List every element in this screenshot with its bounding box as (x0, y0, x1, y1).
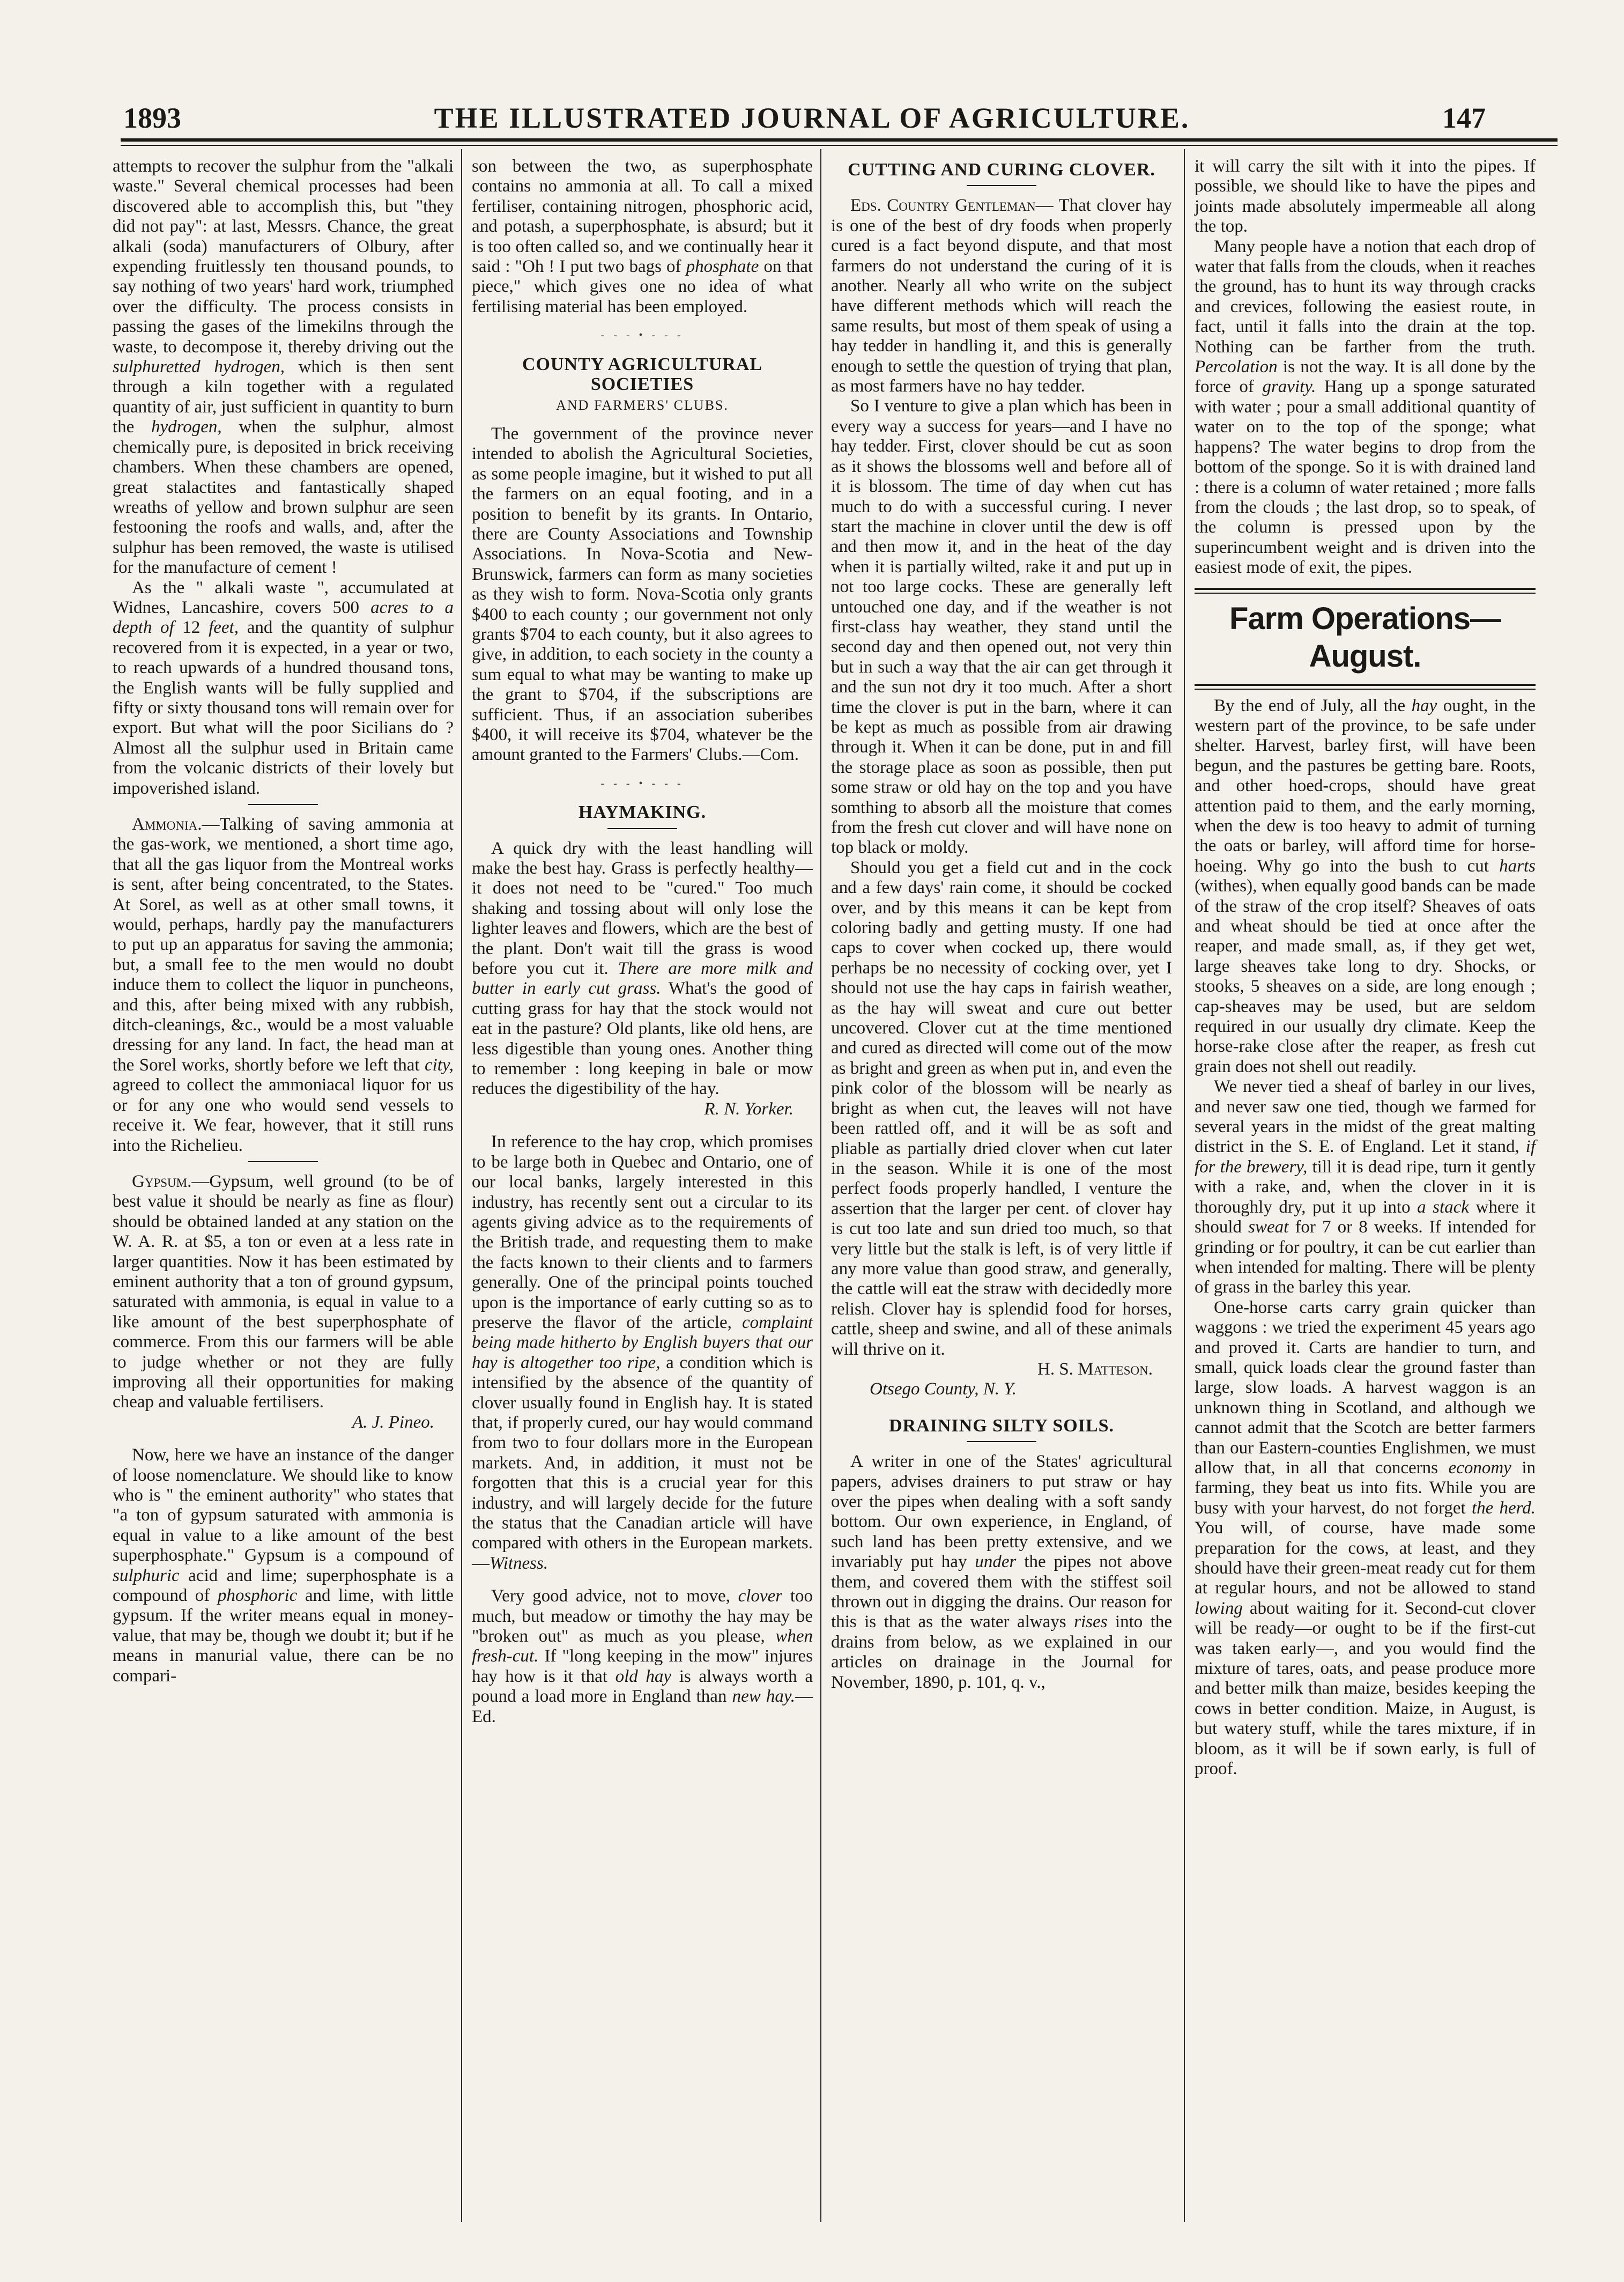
article-paragraph: Many people have a notion that each drop of water that falls from the clouds, when it reaches the ground, has to hunt its way through cracks and crevices, following the easiest route, in fact, until it falls into the drain at the top. Nothing can be farther from the truth. Percolation is not the way. It is all done by the force of gravity. Hang up a sponge saturated with water ; pour a small additional quantity of water on to the top of the sponge; what happens? The water begins to drop from the bottom of the sponge. So it is with drained land : there is a column of water retained ; more falls from the clouds ; the last drop, so to speak, of the column is pressed upon by the superincumbent weight and is driven into the easiest mode of exit, the pipes. (1195, 237, 1536, 578)
article-paragraph: So I venture to give a plan which has been in every way a success for years—and I have no hay tedder. First, clover should be cut as soon as it shows the blossoms well and before all of it is blossom. The time of day when cut has much to do with a successful curing. I never start the machine in clover until the dew is off and then mow it, and in the heat of the day when it is partially wilted, rake it and put up in not too large cocks. These are generally left untouched one day, and if the weather is not first-class hay weather, they stand until the second day and then opened out, not very thin but in such a way that the air can get through it and the sun not dry it too much. After a short time the clover is put in the barn, where it can be kept as much as possible from air drawing through it. When it can be done, put in and fill the storage place as soon as possible, then put some straw or old hay on the top and you have somthing to absorb all the moisture that comes from the fresh cut clover and will have none on top black or moldy. (831, 396, 1172, 858)
author-location: Otsego County, N. Y. (870, 1379, 1017, 1399)
column-divider (461, 149, 462, 2222)
column-2 (472, 157, 813, 1727)
article-paragraph: Ammonia.—Talking of saving ammonia at the gas-work, we mentioned, a short time ago, that all the gas liquor from the Montreal works is sent, after being concentrated, to the States. At Sorel, as well as at other small towns, it would, perhaps, hardly pay the manufacturers to put up an apparatus for saving the ammonia; but, a small fee to the men would no doubt induce them to collect the liquor in puncheons, and this, after being mixed with any rubbish, ditch-cleanings, &c., would be a most valuable dressing for any land. In fact, the head man at the Sorel works, shortly before we left that city, agreed to collect the ammoniacal liquor for us or for any one who would send vessels to receive it. We fear, however, that it still runs into the Richelieu. (113, 815, 454, 1155)
article-paragraph: The government of the province never intended to abolish the Agricultural Societies, as some people imagine, but it wished to put all the farmers on an equal footing, and in a position to benefit by its grants. In Ontario, there are County Associations and Township Associations. In Nova-Scotia and New-Brunswick, farmers can form as many societies as they wish to form. Nova-Scotia only grants $400 to each county ; our government not only grants $704 to each county, but it also agrees to give, in addition, to each society in the county a sum equal to what may be wanting to make up the grant to $704, if the subscriptions are sufficient. Thus, if an association suberibes $400, it will receive its $704, whatever be the amount granted to the Farmers' Clubs.—Com. (472, 424, 813, 765)
page-number: 147 (1442, 102, 1486, 134)
header-rule-thin (121, 145, 1558, 146)
section-rule (248, 804, 318, 805)
section-rule (248, 1161, 318, 1162)
section-heading: HAYMAKING. (578, 802, 707, 823)
section-rule (967, 1441, 1036, 1442)
section-rule (967, 185, 1036, 186)
article-paragraph: As the " alkali waste ", accumulated at Widnes, Lancashire, covers 500 acres to a depth of 12 feet, and the quantity of sulphur recovered from it is expected, in a year or two, to reach upwards of a hundred thousand tons, the English wants will be fully supplied and fifty or sixty thousand tons will remain over for export. But what will the poor Sicilians do ? Almost all the sulphur used in Britain came from the volcanic districts of their lovely but impoverished island. (113, 578, 454, 798)
author-signature: A. J. Pineo. (352, 1412, 434, 1432)
article-paragraph: it will carry the silt with it into the pipes. If possible, we should like to have the pipes and joints made absolutely impermeable all along the top. (1195, 157, 1536, 237)
article-paragraph: attempts to recover the sulphur from the "alkali waste." Several chemical processes had been discovered able to accomplish this, but "they did not pay": at last, Messrs. Chance, the great alkali (soda) manufacturers of Olbury, after expending fruitlessly ten thousand pounds, to say nothing of two years' hard work, triumphed over the difficulty. The process consists in passing the gases of the limekilns through the waste, to decompose it, thereby driving out the sulphuretted hydrogen, which is then sent through a kiln together with a regulated quantity of air, just sufficient in quantity to burn the hydrogen, when the sulphur, almost chemically pure, is deposited in brick receiving chambers. When these chambers are opened, great stalactites and fantastically shaped wreaths of yellow and brown sulphur are seen festooning the roofs and walls, and, after the sulphur has been removed, the waste is utilised for the manufacture of cement ! (113, 157, 454, 578)
section-separator: - - - • - - - (600, 329, 684, 342)
column-4 (1195, 157, 1536, 1779)
page-year: 1893 (123, 102, 181, 134)
article-paragraph: A quick dry with the least handling will make the best hay. Grass is perfectly healthy—it does not need to be "cured." Too much shaking and tossing about will only lose the lighter leaves and flowers, which are the best of the plant. Don't wait till the grass is wood before you cut it. There are more milk and butter in early cut grass. What's the good of cutting grass for hay that the stock would not eat in the pasture? Old plants, like old hens, are less digestible than young ones. Another thing to remember : long keeping in bale or mow reduces the digestibility of the hay. (472, 838, 813, 1099)
article-paragraph: son between the two, as superphosphate contains no ammonia at all. To call a mixed fertiliser, containing nitrogen, phosphoric acid, and potash, a superphosphate, is absurd; but it is too often called so, and we continually hear it said : "Oh ! I put two bags of phosphate on that piece," which gives one no idea of what fertilising material has been employed. (472, 157, 813, 316)
section-rule-double (1195, 684, 1536, 690)
article-paragraph: A writer in one of the States' agricultural papers, advises drainers to put straw or hay over the pipes when dealing with a soft sandy bottom. Our own experience, in England, of such land has been pretty extensive, and we invariably put hay under the pipes not above them, and covered them with the stiffest soil thrown out in digging the drains. Our reason for this is that as the water always rises into the drains from below, as we explained in our articles on drainage in the Journal for November, 1890, p. 101, q. v., (831, 1452, 1173, 1692)
section-rule-double (1195, 588, 1536, 594)
column-1 (113, 157, 454, 1686)
column-divider (820, 149, 821, 2222)
section-heading: CUTTING AND CURING CLOVER. (848, 160, 1155, 180)
article-paragraph: By the end of July, all the hay ought, in the western part of the province, to be safe under shelter. Harvest, barley first, will have been begun, and the pastures be getting bare. Roots, and other hoed-crops, should have great attention paid to them, and the early morning, when the dew is too heavy to admit of turning the oats or barley, will afford time for horse-hoeing. Why go into the bush to cut harts (withes), when equally good bands can be made of the straw of the crop itself? Sheaves of oats and wheat should be tied at once after the reaper, and made small, as, if they get wet, large sheaves take long to dry. Shocks, or stooks, 5 sheaves on a side, are long enough ; cap-sheaves may be used, but are seldom required in our usually dry climate. Keep the horse-rake close after the reaper, as fresh cut grain does not shell out readily. (1195, 696, 1536, 1076)
section-rule (607, 828, 677, 829)
journal-title: THE ILLUSTRATED JOURNAL OF AGRICULTURE. (434, 102, 1190, 134)
article-paragraph: One-horse carts carry grain quicker than waggons : we tried the experiment 45 years ago and proved it. Carts are handier to turn, and small, quick loads clear the ground faster than large, slow loads. A harvest waggon is an unknown thing in Scotland, and although we cannot admit that the Scotch are better farmers than our Eastern-counties Englishmen, we must allow that, in all that concerns economy in farming, they beat us into fits. While you are busy with your harvest, do not forget the herd. You will, of course, have made some preparation for the cows, at least, and they should have their green-meat ready cut for them at regular hours, and not be allowed to stand lowing about waiting for it. Second-cut clover will be ready—or ought to be if the first-cut was taken early—, and you would find the mixture of tares, oats, and pease produce more and better milk than maize, besides keeping the cows in better condition. Maize, in August, is but watery stuff, while the tares mixture, if in bloom, as it will be if sown early, is full of proof. (1195, 1297, 1536, 1779)
article-paragraph: Eds. Country Gentleman— That clover hay is one of the best of dry foods when properly cured is a fact beyond dispute, and that most farmers do not understand the curing of it is another. Nearly all who write on the subject have different methods which will reach the same results, but most of them speak of using a hay tedder in handling it, and this is generally enough to settle the question of trying that plan, as most farmers have no hay tedder. (831, 196, 1172, 396)
column-3 (831, 157, 1172, 1693)
section-subheading: AND FARMERS' CLUBS. (556, 397, 729, 413)
section-separator: - - - • - - - (600, 777, 684, 789)
section-heading: DRAINING SILTY SOILS. (888, 1415, 1115, 1436)
article-paragraph: Should you get a field cut and in the cock and a few days' rain come, it should be cocked over, and by this means it can be kept from coloring badly and getting musty. If one had caps to cover when cocked up, there would perhaps be no necessity of cocking over, yet I should not use the hay caps in fairish weather, as the hay will sweat and cure out better uncovered. Clover cut at the time mentioned and cured as directed will come out of the mow as bright and green as when put in, and even the pink color of the blossom will be nearly as bright as when cut, the leaves will not have been rattled off, and it will be as soft and pliable as partially dried clover when cut later in the season. While it is one of the most perfect foods properly handled, I venture the assertion that the larger per cent. of clover hay is cut too late and sun dried too much, so that very little but the stalk is left, is of very little if any more value than good straw, and generally, the cattle will eat the straw with decidedly more relish. Clover hay is splendid food for horses, cattle, sheep and swine, and all of these animals will thrive on it. (831, 858, 1172, 1359)
article-paragraph: Gypsum.—Gypsum, well ground (to be of best value it should be nearly as fine as flour) should be obtained landed at any station on the W. A. R. at $5, a ton or even at a less rate in larger quantities. Now it has been estimated by eminent authority that a ton of ground gypsum, saturated with ammonia, is equal in value to a like amount of the best superphosphate of commerce. From this our farmers will be able to judge whether or not they are fully improving all their opportunities for making cheap and valuable fertilisers. (113, 1171, 454, 1412)
column-divider (1184, 149, 1185, 2222)
article-paragraph: Very good advice, not to move, clover too much, but meadow or timothy the hay may be "broken out" as much as you please, when fresh-cut. If "long keeping in the mow" injures hay how is it that old hay is always worth a pound a load more in England than new hay.—Ed. (472, 1586, 813, 1726)
article-paragraph: We never tied a sheaf of barley in our lives, and never saw one tied, though we farmed for several years in the midst of the great malting district in the S. E. of England. Let it stand, if for the brewery, till it is dead ripe, turn it gently with a rake, and, when the clover in it is thoroughly dry, put it up into a stack where it should sweat for 7 or 8 weeks. If intended for grinding or for poultry, it can be cut earlier than when intended for malting. There will be plenty of grass in the barley this year. (1195, 1077, 1536, 1297)
author-signature: R. N. Yorker. (704, 1099, 794, 1119)
article-paragraph: Now, here we have an instance of the danger of loose nomenclature. We should like to know who is " the eminent authority" who states that "a ton of gypsum saturated with ammonia is equal in value to a like amount of the best superphosphate." Gypsum is a compound of sulphuric acid and lime; superphosphate is a compound of phosphoric and lime, with little gypsum. If the writer means equal in money-value, that may be, though we doubt it; but if he means in manurial value, there can be no compari- (113, 1445, 454, 1686)
header-rule-thick (121, 138, 1558, 142)
feature-heading: Farm Operations—August. (1229, 601, 1501, 674)
section-heading: COUNTY AGRICULTURAL SOCIETIES (522, 354, 763, 395)
article-paragraph: In reference to the hay crop, which promises to be large both in Quebec and Ontario, one of our local banks, largely interested in this industry, has recently sent out a circular to its agents giving advice as to the requirements of the British trade, and requesting them to make the facts known to their clients and to farmers generally. One of the principal points touched upon is the importance of early cutting so as to preserve the flavor of the article, complaint being made hitherto by English buyers that our hay is altogether too ripe, a condition which is intensified by the absence of the quantity of clover usually found in English hay. It is stated that, if properly cured, our hay would command from two to four dollars more in the European markets. And, in addition, it must not be forgotten that this is a crucial year for this industry, and will largely decide for the future the status that the Canadian article will have compared with others in the European markets.—Witness. (472, 1132, 813, 1573)
author-signature: H. S. Matteson. (1037, 1359, 1153, 1379)
